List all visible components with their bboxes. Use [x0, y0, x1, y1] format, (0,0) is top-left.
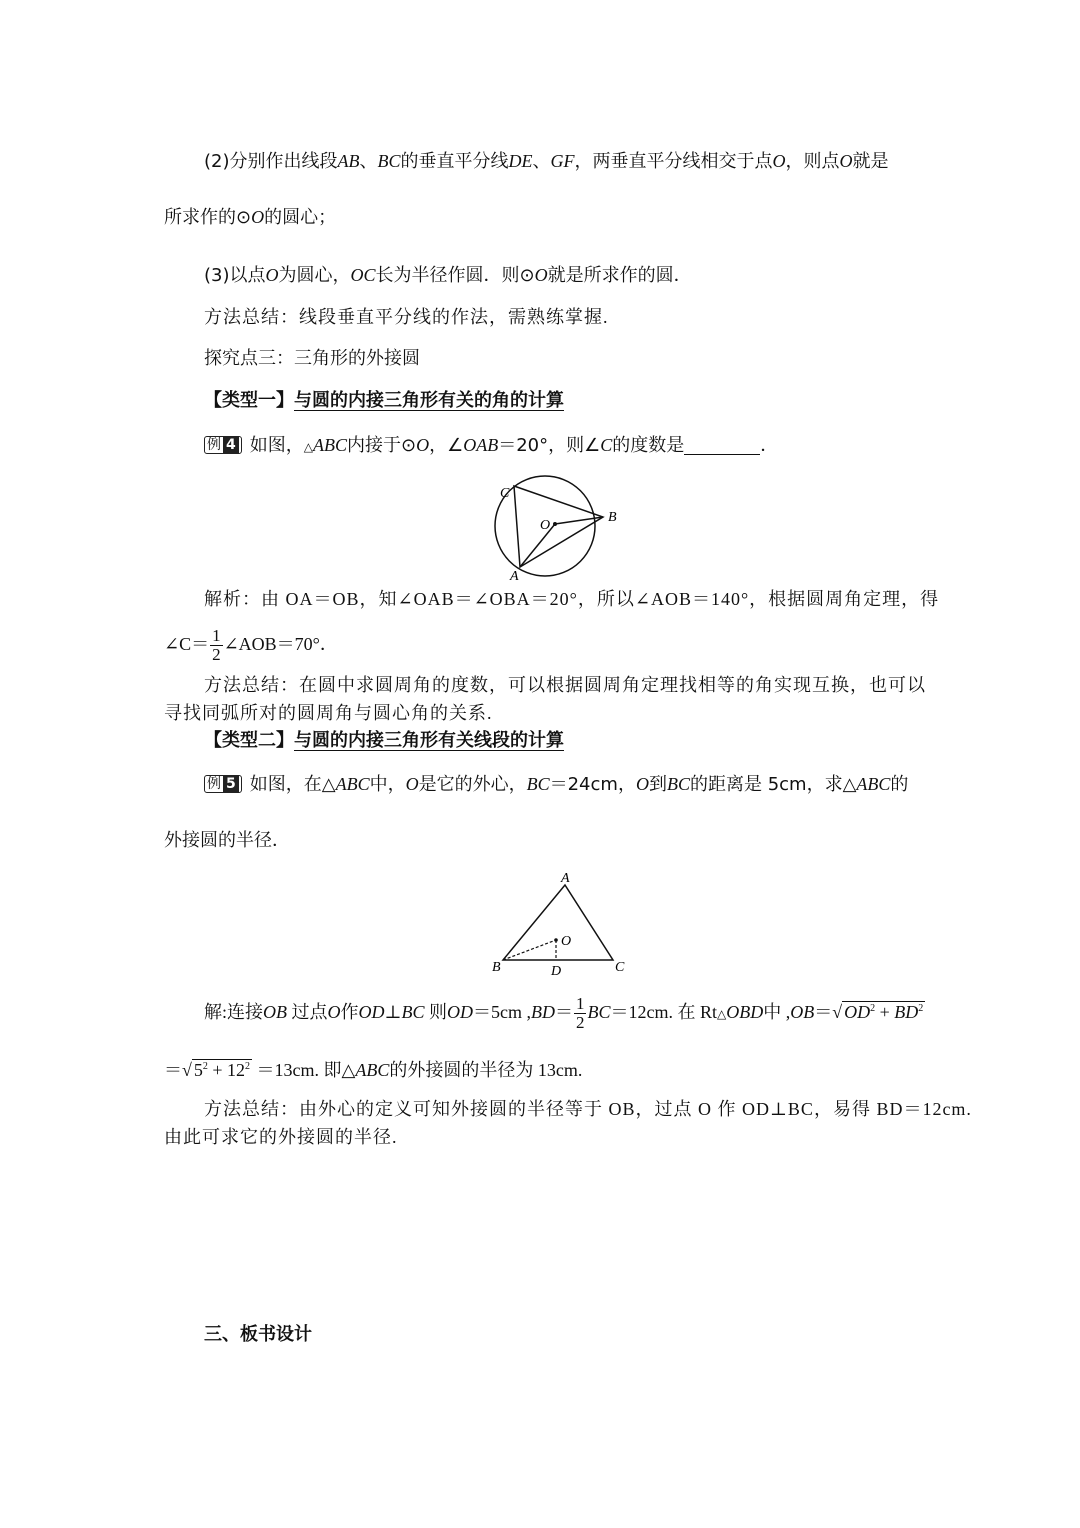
type1-heading: 【类型一】与圆的内接三角形有关的角的计算 — [204, 390, 564, 411]
method-summary-3-line1: 方法总结：由外心的定义可知外接圆的半径等于 OB，过点 O 作 OD⊥BC，易得 BD＝12cm. — [204, 1099, 972, 1119]
label-B: B — [492, 960, 501, 975]
label-B: B — [608, 510, 617, 525]
solution4-line2: ∠C＝ $\frac{1}{2}$ ∠AOB＝70°． — [164, 626, 338, 665]
method-summary-2-line2: 寻找同弧所对的圆周角与圆心角的关系. — [164, 703, 493, 723]
sqrt-expression-1: √ $OD^2 + BD^2$ — [832, 1002, 924, 1022]
fraction-half: $\frac{1}{2}$ — [212, 626, 221, 665]
para3-line: (3)以点O为圆心，OC长为半径作圆．则⊙O就是所求作的圆． — [204, 265, 692, 286]
sqrt-expression-2: √ $5^2 + 12^2$ — [182, 1060, 251, 1080]
method-summary-1: 方法总结：线段垂直平分线的作法，需熟练掌握. — [204, 307, 609, 327]
example5-question-line1: 例 5 如图，在△ABC中，O是它的外心，BC＝24cm，O到BC的距离是 5cm，求△ABC的 — [204, 771, 908, 798]
method-summary-3-line2: 由此可求它的外接圆的半径. — [164, 1127, 398, 1147]
label-C: C — [500, 486, 510, 501]
figure-circle-triangle — [490, 470, 630, 590]
section-heading-3: 探究点三：三角形的外接圆 — [204, 348, 420, 369]
label-C: C — [615, 960, 625, 975]
example4-badge: 例 4 — [204, 436, 242, 454]
label-O: O — [540, 518, 551, 533]
example4-question: 例 4 如图，△ABC内接于⊙O，∠OAB＝20°，则∠C的度数是 ． — [204, 432, 778, 460]
label-A: A — [510, 569, 519, 584]
label-A: A — [561, 871, 570, 886]
answer-blank — [684, 436, 760, 455]
para2-line2: 所求作的⊙O的圆心； — [164, 207, 337, 228]
solution5-line2: ＝√ $5^2 + 12^2 =13cm$. 即△ABC的外接圆的半径为 13cm. — [164, 1054, 582, 1083]
method-summary-2-line1: 方法总结：在圆中求圆周角的度数，可以根据圆周角定理找相等的角实现互换，也可以 — [204, 675, 926, 695]
section-board-design: 三、板书设计 — [204, 1324, 312, 1345]
solution5-line1: 解:连接OB 过点O作OD⊥BC 则OD＝5cm ,BD＝ $\frac{1}{2}$ BC＝12cm. 在 Rt△OBD中 ,OB＝√ $OD^2 + BD^2$ — [204, 994, 924, 1033]
label-O: O — [561, 934, 572, 949]
fraction-half-2: $\frac{1}{2}$ — [575, 994, 585, 1033]
type2-heading: 【类型二】与圆的内接三角形有关线段的计算 — [204, 730, 564, 751]
label-D: D — [551, 964, 562, 978]
figure-triangle-circumcenter — [488, 868, 638, 978]
example5-badge: 例 5 — [204, 775, 242, 793]
example5-question-line2: 外接圆的半径． — [164, 830, 290, 851]
solution4-line1: 解析：由 OA＝OB，知∠OAB＝∠OBA＝20°，所以∠AOB＝140°，根据圆周角定理，得 — [204, 589, 940, 609]
para2-line1: (2)分别作出线段AB、BC的垂直平分线DE、GF，两垂直平分线相交于点O，则点O就是 — [204, 151, 889, 172]
